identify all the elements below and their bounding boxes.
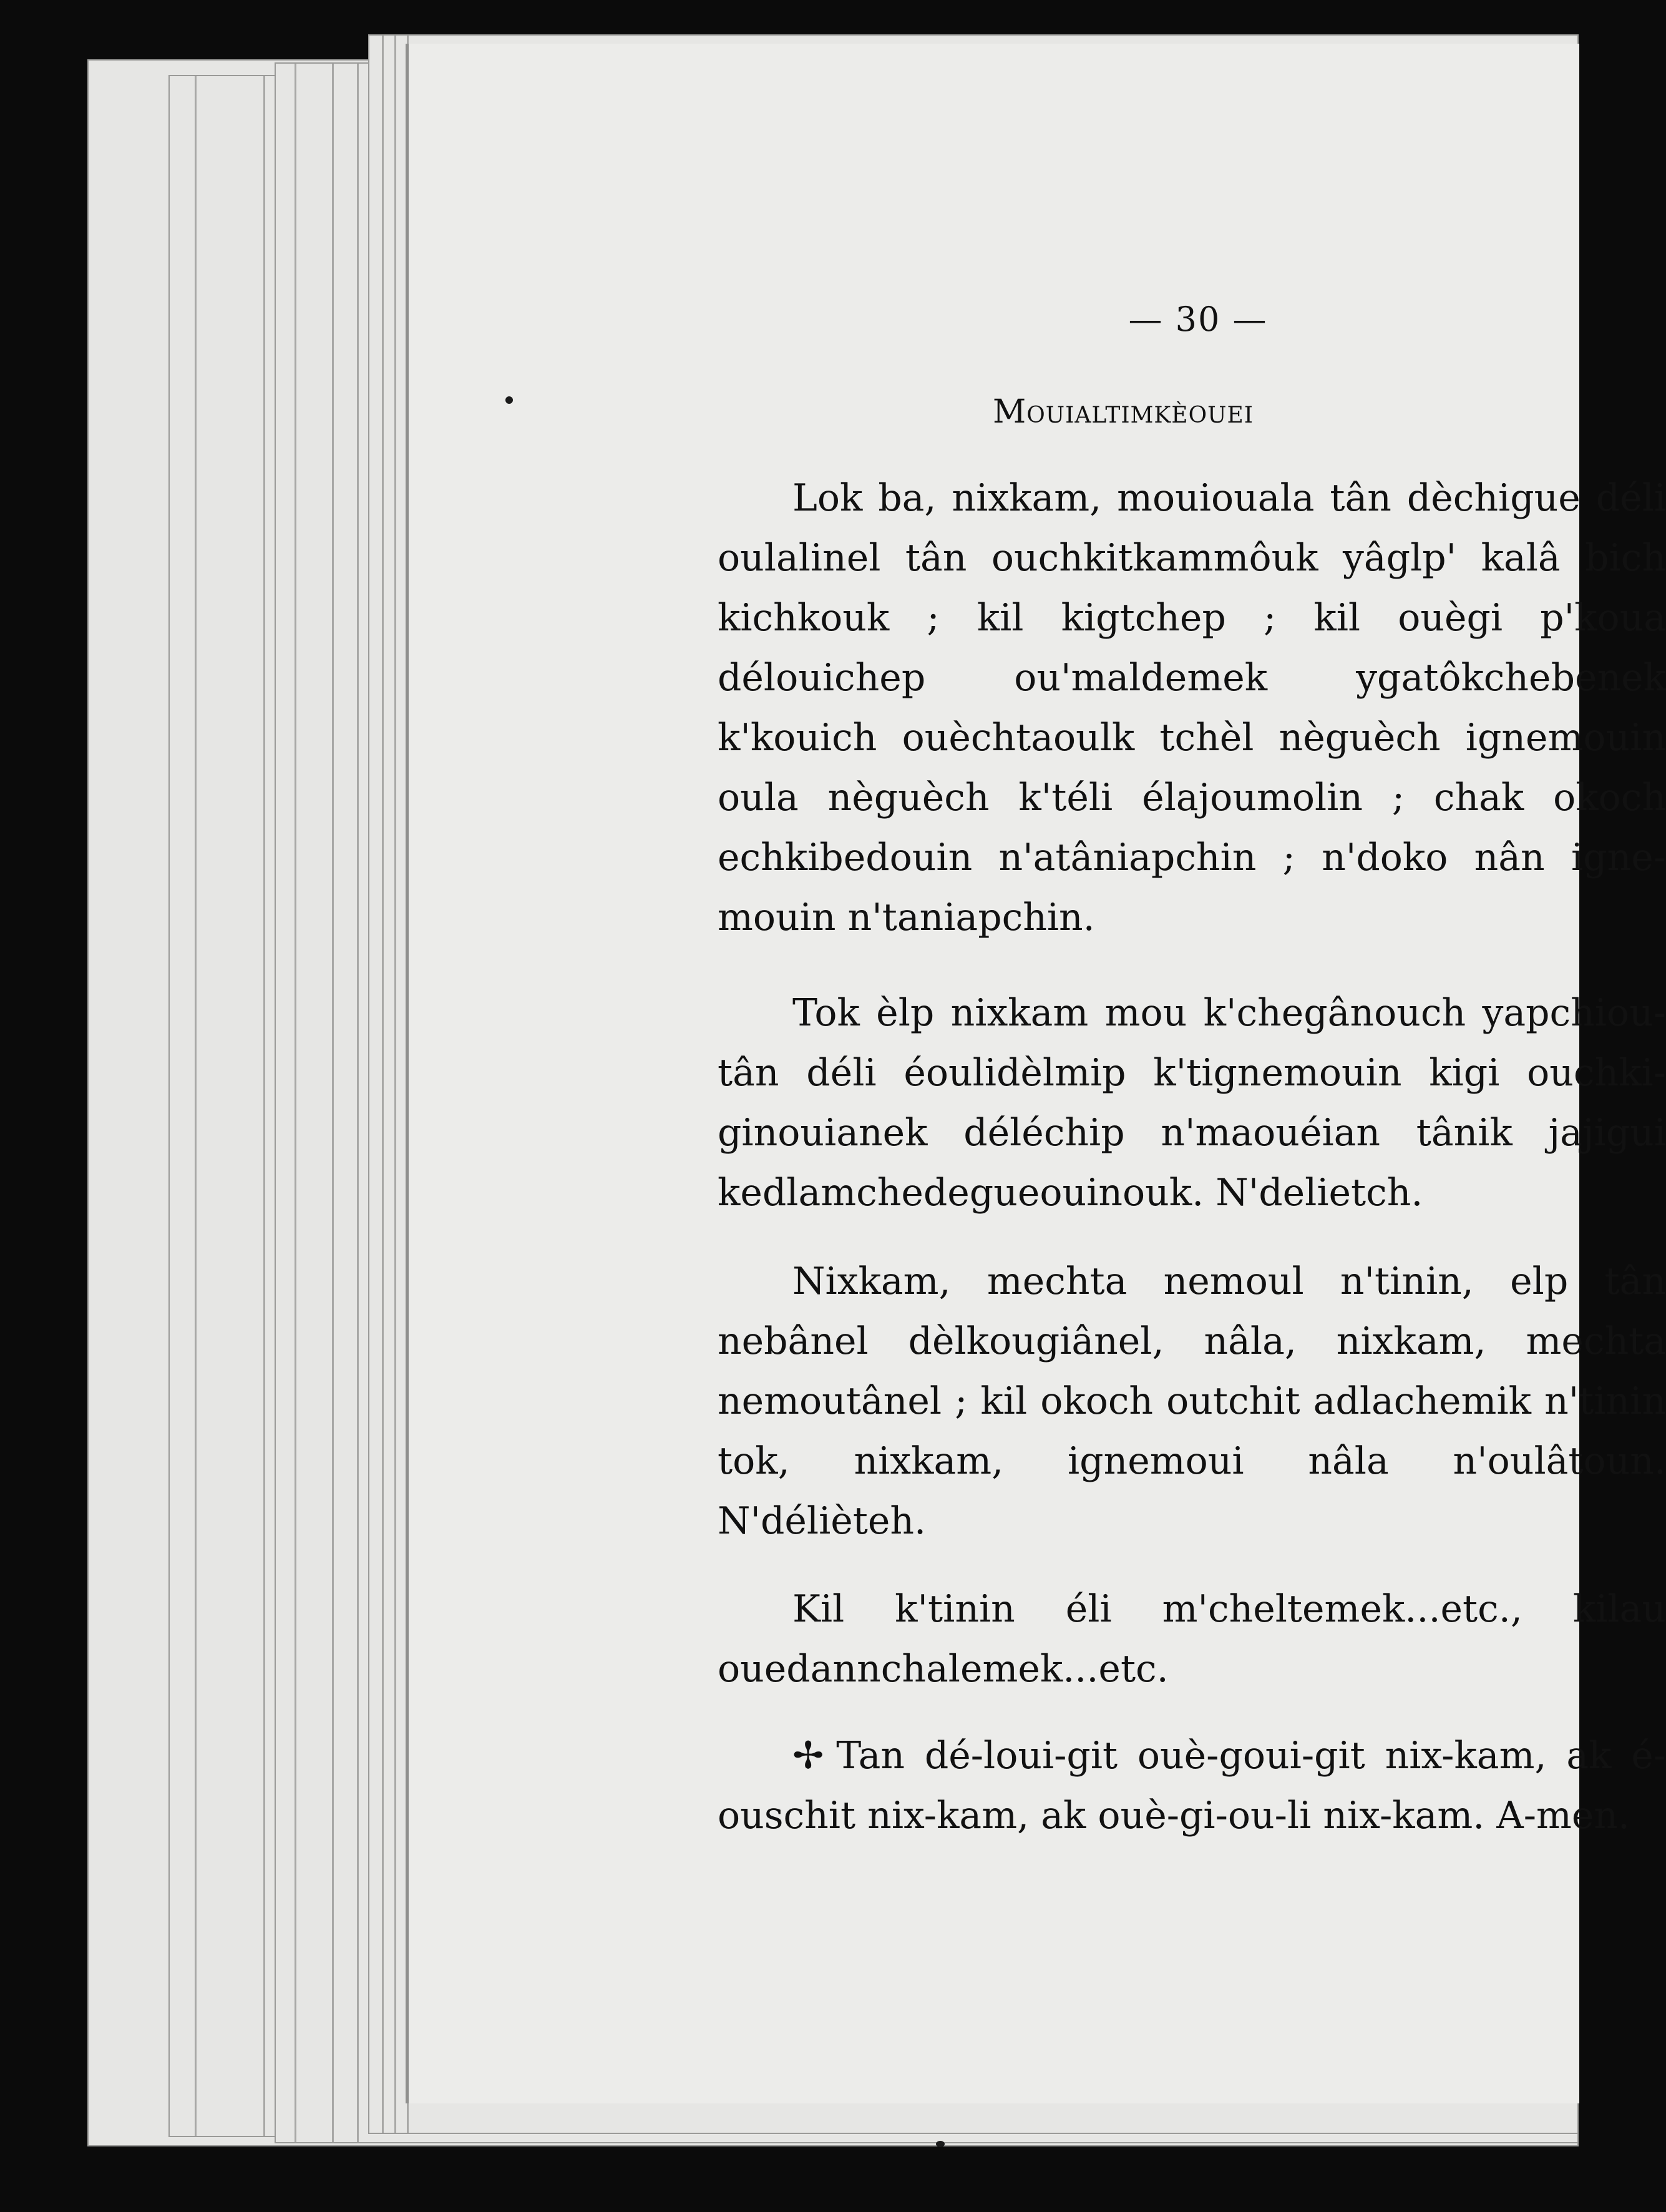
paragraph-1: Lok ba, nixkam, mouiouala tân dèchigue déli oulalinel tân ouchkitkammôuk yâglp' kalâ bich kichkouk ; kil kigtchep ; kil ouègi p'koua délouichep ou'maldemek ygatôkchebenek k'kouich ouèchtaoulk tchèl nèguèch ignemouin oula nèguèch k'téli élajoumolin ; chak okoch echkibedouin n'atâniapchin ; n'doko nân igne- mouin n'taniapchin. — [718, 476, 1666, 939]
paragraph-2: Tok èlp nixkam mou k'chegânouch yapchiou- tân déli éoulidèlmip k'tignemouin kigi ouchki- ginouianek déléchip n'maouéian tânik jajigui kedlamchedegueouinouk. N'delietch. — [718, 991, 1666, 1215]
page-edge-line — [357, 64, 359, 2142]
cross-icon: ✢ — [792, 1734, 824, 1778]
paragraph-4: Kil k'tinin éli m'cheltemek...etc., kilau ouedannchalemek...etc. — [718, 1587, 1666, 1691]
text-block — [699, 300, 1666, 1922]
page-edge-line — [332, 64, 334, 2142]
page-edge-line — [295, 64, 296, 2142]
paragraph-3: Nixkam, mechta nemoul n'tinin, elp tân nebânel dèlkougiânel, nâla, nixkam, mechta nemoutânel ; kil okoch outchit adlachemik n'tinin tok, nixkam, ignemoui nâla n'oulâtoun. N'délièteh. — [718, 1260, 1666, 1543]
page-edge-line — [394, 36, 396, 2133]
page-edge-line — [382, 36, 384, 2133]
section-title: Mouialtimkèouei — [993, 393, 1254, 431]
page-edge-line — [263, 76, 265, 2136]
page-edge-line — [195, 76, 197, 2136]
closing-prayer — [718, 1726, 1666, 1846]
closing-text: Tan dé-loui-git ouè-goui-git nix-kam, ak é- ouschit nix-kam, ak ouè-gi-ou-li nix-kam. A-men. — [718, 1734, 1666, 1838]
ink-speck — [505, 396, 513, 404]
page-number: — 30 — — [1128, 300, 1268, 339]
ink-speck — [936, 2141, 945, 2147]
